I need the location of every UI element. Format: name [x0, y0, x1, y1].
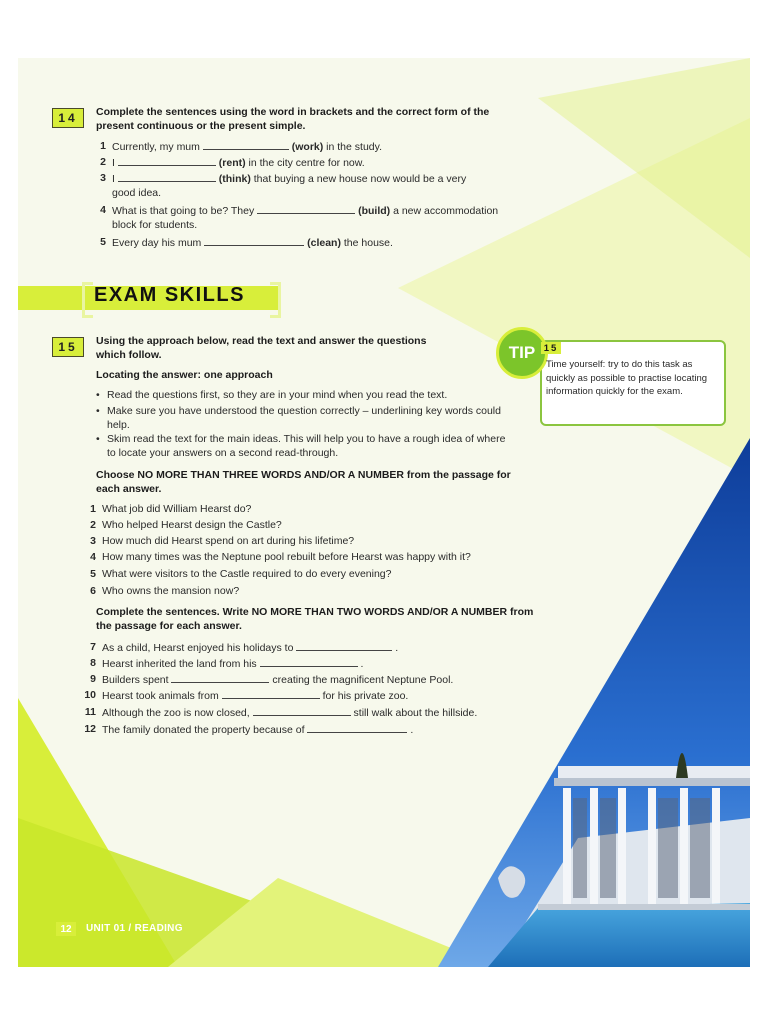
exam-skills-left-bracket [82, 282, 93, 318]
answer-blank[interactable] [260, 656, 358, 667]
answer-blank[interactable] [203, 139, 289, 150]
approach-bullet-2: • Make sure you have understood the question correctly – underlining key words could help. [96, 405, 501, 431]
answer-blank[interactable] [257, 203, 355, 214]
tip-text: Time yourself: try to do this task as quickly as possible to practise locating information quickly for the exam. [546, 359, 708, 397]
answer-blank[interactable] [253, 705, 351, 716]
exercise-15-instruction: Using the approach below, read the text and answer the questions which follow. [96, 335, 427, 361]
ex14-item-5: 5 Every day his mum (clean) the house. [100, 236, 393, 249]
exercise-15-instruction-2: Choose NO MORE THAN THREE WORDS AND/OR A NUMBER from the passage for each answer. [96, 469, 511, 495]
answer-blank[interactable] [118, 171, 216, 182]
footer-label: UNIT 01 / READING [86, 923, 183, 934]
approach-bullet-3: • Skim read the text for the main ideas. This will help you to have a rough idea of where to locate your answers on a second read-through. [96, 433, 506, 459]
ex14-item-2: 2 I (rent) in the city centre for now. [100, 156, 365, 169]
ex15-question-4: 4 How many times was the Neptune pool rebuilt before Hearst was happy with it? [90, 551, 471, 563]
approach-bullet-1: • Read the questions first, so they are in your mind when you read the text. [96, 389, 448, 401]
exercise-14-badge: 14 [52, 108, 84, 128]
ex15-sentence-7: 7 As a child, Hearst enjoyed his holidays to . [90, 641, 399, 654]
answer-blank[interactable] [204, 235, 304, 246]
answer-blank[interactable] [307, 722, 407, 733]
ex15-sentence-8: 8 Hearst inherited the land from his . [90, 657, 364, 670]
exercise-14-instruction: Complete the sentences using the word in brackets and the correct form of the present continuous or the present simple. [96, 106, 490, 132]
ex14-item-1: 1 Currently, my mum (work) in the study. [100, 140, 383, 153]
exam-skills-right-bracket [270, 282, 281, 318]
ex15-question-2: 2 Who helped Hearst design the Castle? [90, 519, 282, 531]
ex15-question-1: 1 What job did William Hearst do? [90, 503, 252, 515]
answer-blank[interactable] [118, 155, 216, 166]
page-number: 12 [56, 922, 76, 936]
ex15-question-5: 5 What were visitors to the Castle required to do every evening? [90, 568, 392, 580]
ex15-sentence-11: 11 Although the zoo is now closed, still walk about the hillside. [84, 706, 478, 719]
exam-skills-title: EXAM SKILLS [94, 284, 245, 306]
ex14-item-3: 3 I (think) that buying a new house now would be a very good idea. [100, 172, 467, 199]
exercise-15-badge: 15 [52, 337, 84, 357]
ex15-question-3: 3 How much did Hearst spend on art during his lifetime? [90, 535, 355, 547]
ex15-sentence-12: 12 The family donated the property because of . [84, 723, 414, 736]
tip-number: 15 [541, 342, 561, 354]
ex15-question-6: 6 Who owns the mansion now? [90, 585, 240, 597]
answer-blank[interactable] [222, 688, 320, 699]
answer-blank[interactable] [171, 672, 269, 683]
exercise-15-instruction-3: Complete the sentences. Write NO MORE THAN TWO WORDS AND/OR A NUMBER from the passage for each answer. [96, 606, 534, 632]
ex15-sentence-10: 10 Hearst took animals from for his private zoo. [84, 689, 409, 702]
ex14-item-4: 4 What is that going to be? They (build) a new accommodation block for students. [100, 204, 499, 231]
tip-badge: TIP [496, 327, 548, 379]
ex15-sentence-9: 9 Builders spent creating the magnificent Neptune Pool. [90, 673, 454, 686]
answer-blank[interactable] [296, 640, 392, 651]
textbook-page [18, 58, 750, 967]
exercise-15-subheading: Locating the answer: one approach [96, 369, 273, 381]
